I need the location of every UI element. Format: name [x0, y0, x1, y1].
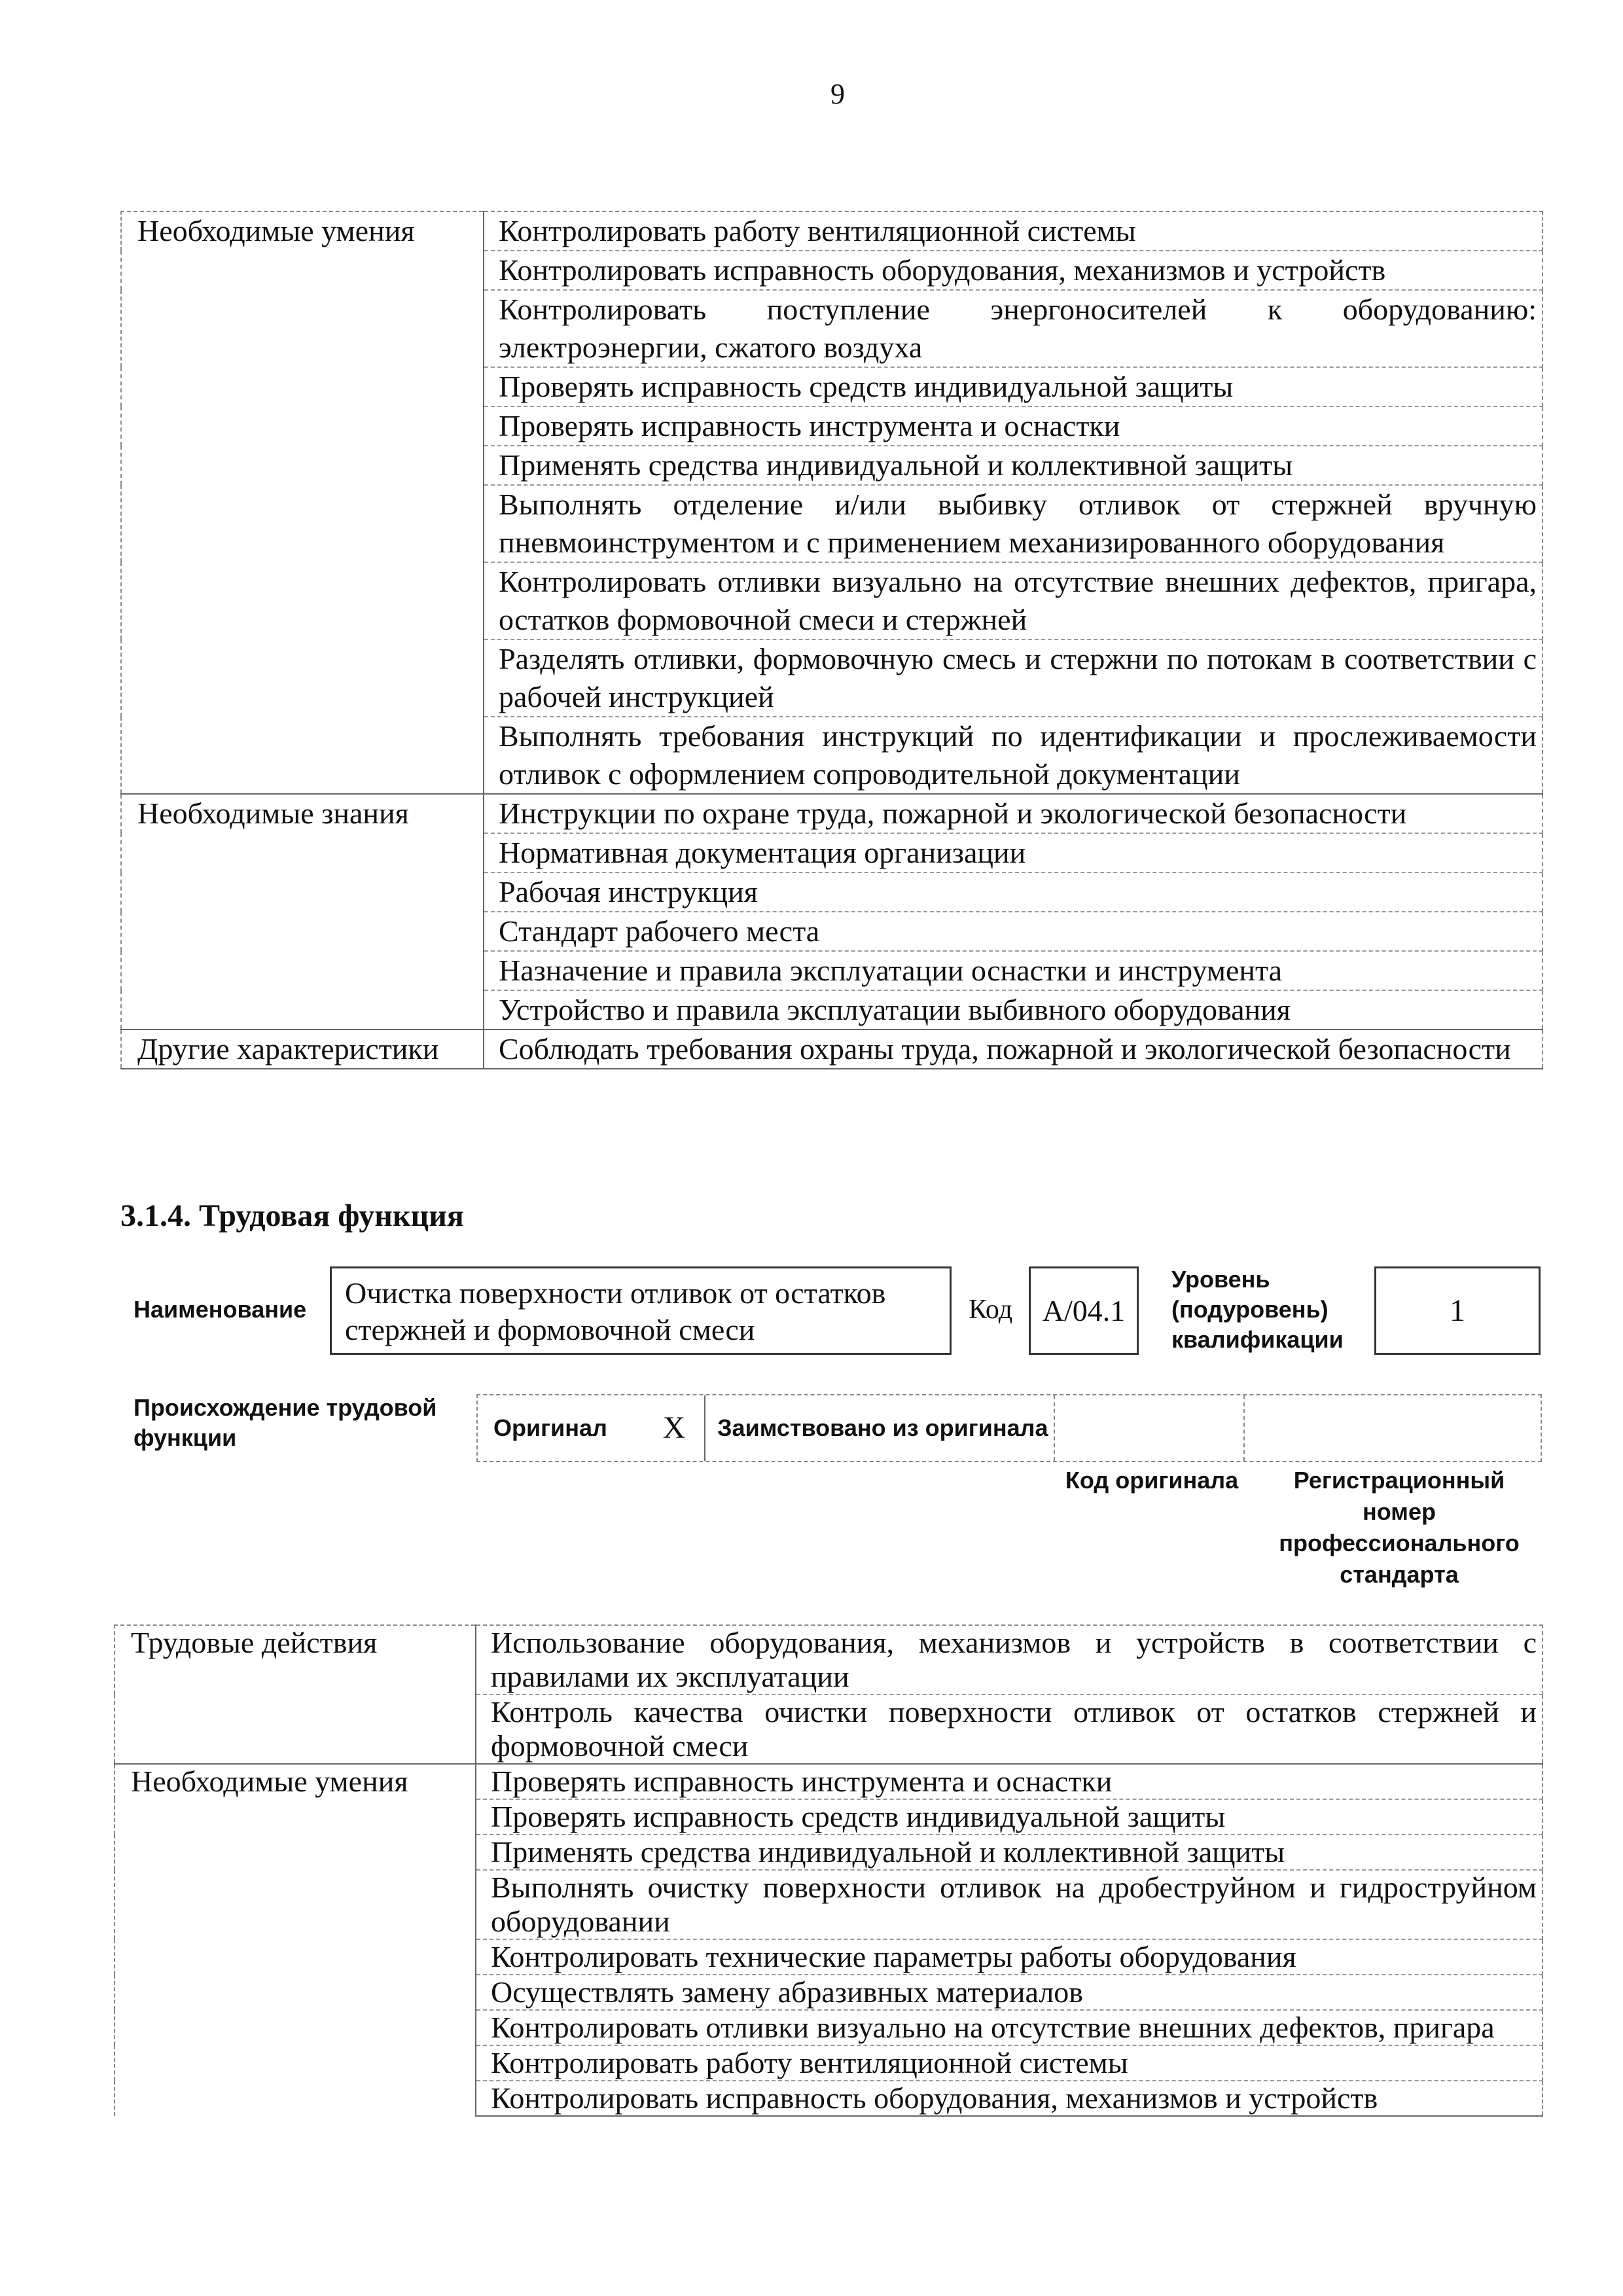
code-box: A/04.1 [1029, 1266, 1139, 1355]
section-title: 3.1.4. Трудовая функция [120, 1198, 464, 1233]
level-label: Уровень (подуровень) квалификации [1171, 1266, 1344, 1353]
skill-item: Контролировать технические параметры работы оборудования [476, 1939, 1543, 1975]
skill-item: Контролировать работу вентиляционной системы [476, 2045, 1543, 2081]
origin-row [476, 1394, 1542, 1462]
skill-item: Проверять исправность средств индивидуальной защиты [484, 367, 1543, 406]
other-item: Соблюдать требования охраны труда, пожарной и экологической безопасности [484, 1030, 1543, 1069]
top-requirements-table [120, 211, 1543, 1069]
skill-item: Контролировать работу вентиляционной системы [484, 211, 1543, 251]
function-name-box: Очистка поверхности отливок от остатков стержней и формовочной смеси [330, 1266, 952, 1355]
level-box: 1 [1374, 1266, 1541, 1355]
borrowed-label: Заимствовано из оригинала [717, 1414, 1048, 1441]
row-label-skills: Необходимые умения [121, 211, 484, 794]
knowledge-item: Устройство и правила эксплуатации выбивного оборудования [484, 990, 1543, 1030]
skill-item: Контролировать поступление энергоносителей к оборудованию: электроэнергии, сжатого воздуха [484, 290, 1543, 367]
bottom-requirements-table [114, 1624, 1543, 2117]
page-number: 9 [830, 78, 845, 110]
action-item: Использование оборудования, механизмов и устройств в соответствии с правилами их эксплуатации [476, 1625, 1543, 1695]
skill-item: Применять средства индивидуальной и коллективной защиты [484, 446, 1543, 485]
skill-item: Контролировать отливки визуально на отсутствие внешних дефектов, пригара [476, 2010, 1543, 2045]
skill-item: Контролировать отливки визуально на отсутствие внешних дефектов, пригара, остатков формовочной смеси и стержней [484, 562, 1543, 639]
knowledge-item: Стандарт рабочего места [484, 912, 1543, 951]
skill-item: Применять средства индивидуальной и коллективной защиты [476, 1835, 1543, 1870]
skill-item: Осуществлять замену абразивных материалов [476, 1975, 1543, 2010]
row-label-skills: Необходимые умения [115, 1764, 476, 2116]
skill-item: Выполнять требования инструкций по идентификации и прослеживаемости отливок с оформлением сопроводительной документации [484, 717, 1543, 794]
origin-divider [704, 1395, 705, 1461]
skill-item: Контролировать исправность оборудования, механизмов и устройств [476, 2081, 1543, 2116]
origin-divider [1054, 1395, 1055, 1461]
origin-label: Происхождение трудовой функции [134, 1394, 437, 1451]
knowledge-item: Нормативная документация организации [484, 833, 1543, 872]
skill-item: Контролировать исправность оборудования, механизмов и устройств [484, 251, 1543, 290]
skill-item: Выполнять очистку поверхности отливок на дробеструйном и гидроструйном оборудовании [476, 1870, 1543, 1939]
knowledge-item: Назначение и правила эксплуатации оснастки и инструмента [484, 951, 1543, 990]
knowledge-item: Рабочая инструкция [484, 872, 1543, 912]
skill-item: Проверять исправность средств индивидуальной защиты [476, 1799, 1543, 1835]
knowledge-item: Инструкции по охране труда, пожарной и экологической безопасности [484, 794, 1543, 833]
row-label-actions: Трудовые действия [115, 1625, 476, 1764]
reg-number-caption: Регистрационный номер профессионального стандарта [1279, 1467, 1520, 1588]
skill-item: Проверять исправность инструмента и оснастки [484, 406, 1543, 446]
original-mark: X [662, 1410, 686, 1445]
action-item: Контроль качества очистки поверхности отливок от остатков стержней и формовочной смеси [476, 1695, 1543, 1764]
skill-item: Разделять отливки, формовочную смесь и стержни по потокам в соответствии с рабочей инструкцией [484, 639, 1543, 717]
row-label-other: Другие характеристики [121, 1030, 484, 1069]
origin-divider [1243, 1395, 1245, 1461]
original-label: Оригинал [493, 1414, 607, 1441]
name-label: Наименование [134, 1296, 307, 1323]
code-original-caption: Код оригинала [1065, 1467, 1239, 1494]
skill-item: Проверять исправность инструмента и оснастки [476, 1764, 1543, 1799]
skill-item: Выполнять отделение и/или выбивку отливок от стержней вручную пневмоинструментом и с применением механизированного оборудования [484, 485, 1543, 562]
code-label: Код [969, 1295, 1013, 1325]
row-label-knowledge: Необходимые знания [121, 794, 484, 1030]
